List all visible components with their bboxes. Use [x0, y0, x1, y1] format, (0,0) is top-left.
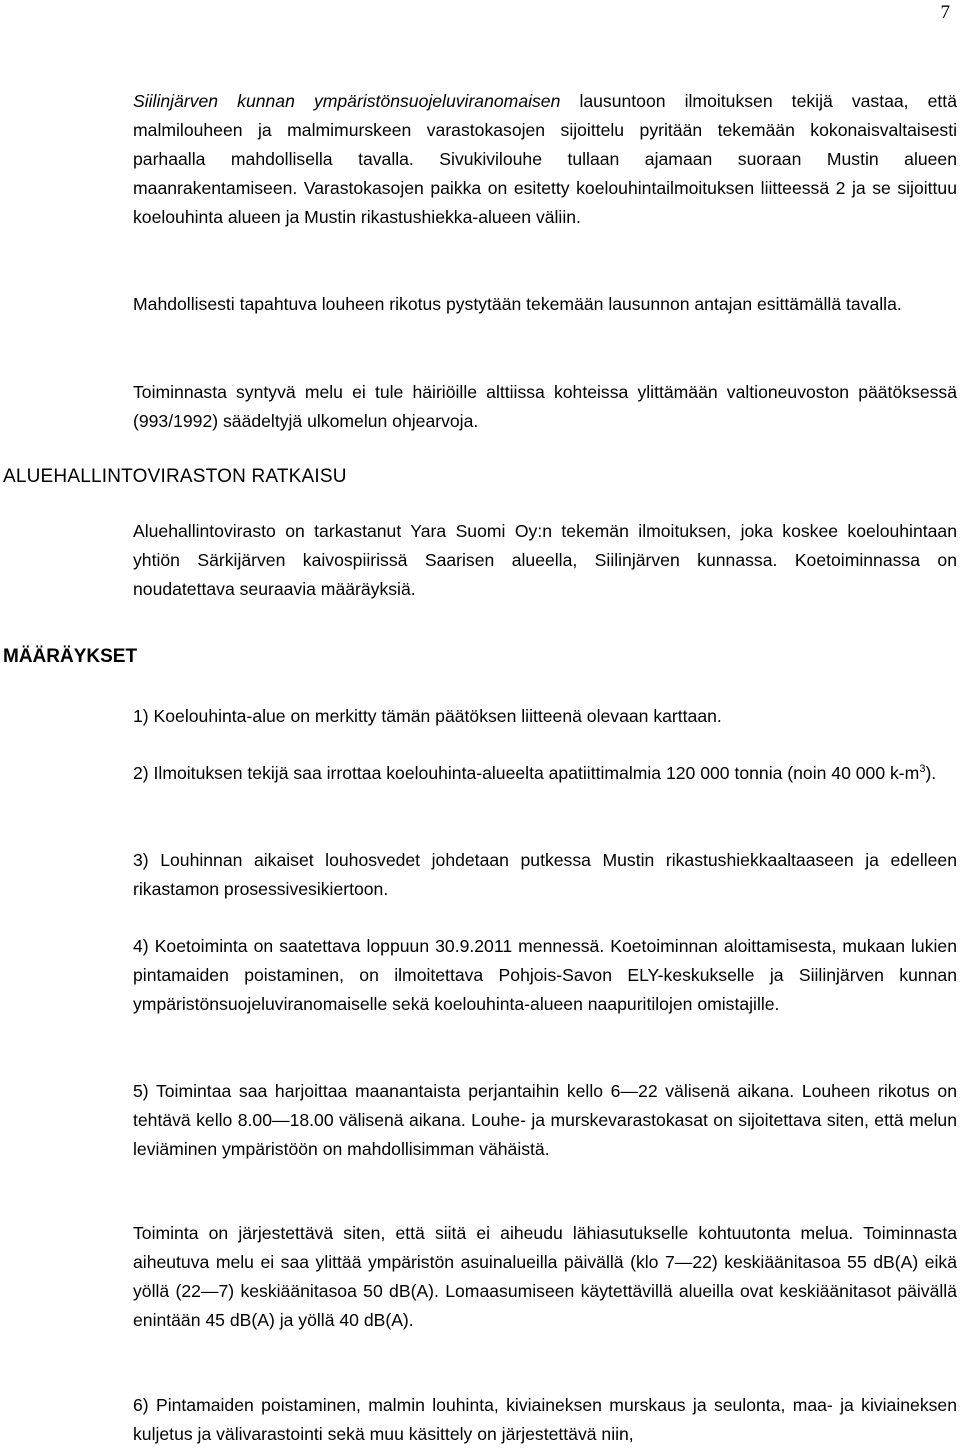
maarays-6: 6) Pintamaiden poistaminen, malmin louhinta, kiviaineksen murskaus ja seulonta, maa- ja kiviaineksen kuljetus ja välivarastointi sekä muu käsittely on järjestettävä niin, — [133, 1395, 957, 1444]
maarays-4: 4) Koetoiminta on saatettava loppuun 30.9.2011 mennessä. Koetoiminnan aloittamisesta, mukaan lukien pintamaiden poistaminen, on ilmoitettava Pohjois-Savon ELY-keskukselle ja Siilinjärven kunnan ympäristönsuojeluviranomaiselle sekä koelouhinta-alueen naapuritilojen omistajille. — [133, 936, 957, 1014]
page-number: 7 — [940, 2, 950, 23]
maarays-2 — [133, 759, 957, 788]
maarays-2-end: ). — [925, 763, 937, 783]
intro-italic-lead: Siilinjärven kunnan ympäristönsuojeluviranomaisen — [133, 91, 561, 111]
intro-paragraph-3: Toiminnasta syntyvä melu ei tule häiriöille alttiissa kohteissa ylittämään valtioneuvoston päätöksessä (993/1992) säädeltyjä ulkomelun ohjearvoja. — [133, 382, 957, 431]
intro-paragraph-2: Mahdollisesti tapahtuva louheen rikotus pystytään tekemään lausunnon antajan esittämällä tavalla. — [133, 294, 902, 314]
maarays-5-melu: Toiminta on järjestettävä siten, että siitä ei aiheudu lähiasutukselle kohtuutonta melua. Toiminnasta aiheutuva melu ei saa ylittää ympäristön asuinalueilla päivällä (klo 7—22) keskiäänitasoa 55 dB(A) eikä yöllä (22—7) keskiäänitasoa 50 dB(A). Lomaasumiseen käytettävillä alueilla ovat keskiäänitasot päivällä enintään 45 dB(A) ja yöllä 40 dB(A). — [133, 1223, 957, 1330]
maarays-2-superscript: 3 — [919, 763, 926, 776]
maarays-2-text: 2) Ilmoituksen tekijä saa irrottaa koelouhinta-alueelta apatiittimalmia 120 000 tonnia (noin 40 000 k-m — [133, 763, 920, 783]
maaraykset-heading: MÄÄRÄYKSET — [3, 646, 138, 667]
maarays-3: 3) Louhinnan aikaiset louhosvedet johdetaan putkessa Mustin rikastushiekkaaltaaseen ja edelleen rikastamon prosessivesikiertoon. — [133, 850, 957, 899]
maarays-5: 5) Toimintaa saa harjoittaa maanantaista perjantaihin kello 6—22 välisenä aikana. Louheen rikotus on tehtävä kello 8.00—18.00 välisenä aikana. Louhe- ja murskevarastokasat on sijoitettava siten, että melun leviäminen ympäristöön on mahdollisimman vähäistä. — [133, 1081, 957, 1159]
intro-paragraph-1-text: lausuntoon ilmoituksen tekijä vastaa, että malmilouheen ja malmimurskeen varastokasojen sijoittelu pyritään tekemään kokonaisvaltaisesti parhaalla mahdollisella tavalla. Sivukivilouhe tullaan ajamaan suoraan Mustin alueen maanrakentamiseen. Varastokasojen paikka on esitetty koelouhintailmoituksen liitteessä 2 ja se sijoittuu koelouhinta alueen ja Mustin rikastushiekka-alueen väliin. — [133, 91, 957, 227]
ratkaisu-paragraph: Aluehallintovirasto on tarkastanut Yara Suomi Oy:n tekemän ilmoituksen, joka koskee koelouhintaan yhtiön Särkijärven kaivospiirissä Saarisen alueella, Siilinjärven kunnassa. Koetoiminnassa on noudatettava seuraavia määräyksiä. — [133, 521, 957, 599]
maarays-1: 1) Koelouhinta-alue on merkitty tämän päätöksen liitteenä olevaan karttaan. — [133, 706, 722, 726]
ratkaisu-heading: ALUEHALLINTOVIRASTON RATKAISU — [3, 466, 347, 487]
intro-paragraph-1 — [133, 87, 957, 232]
